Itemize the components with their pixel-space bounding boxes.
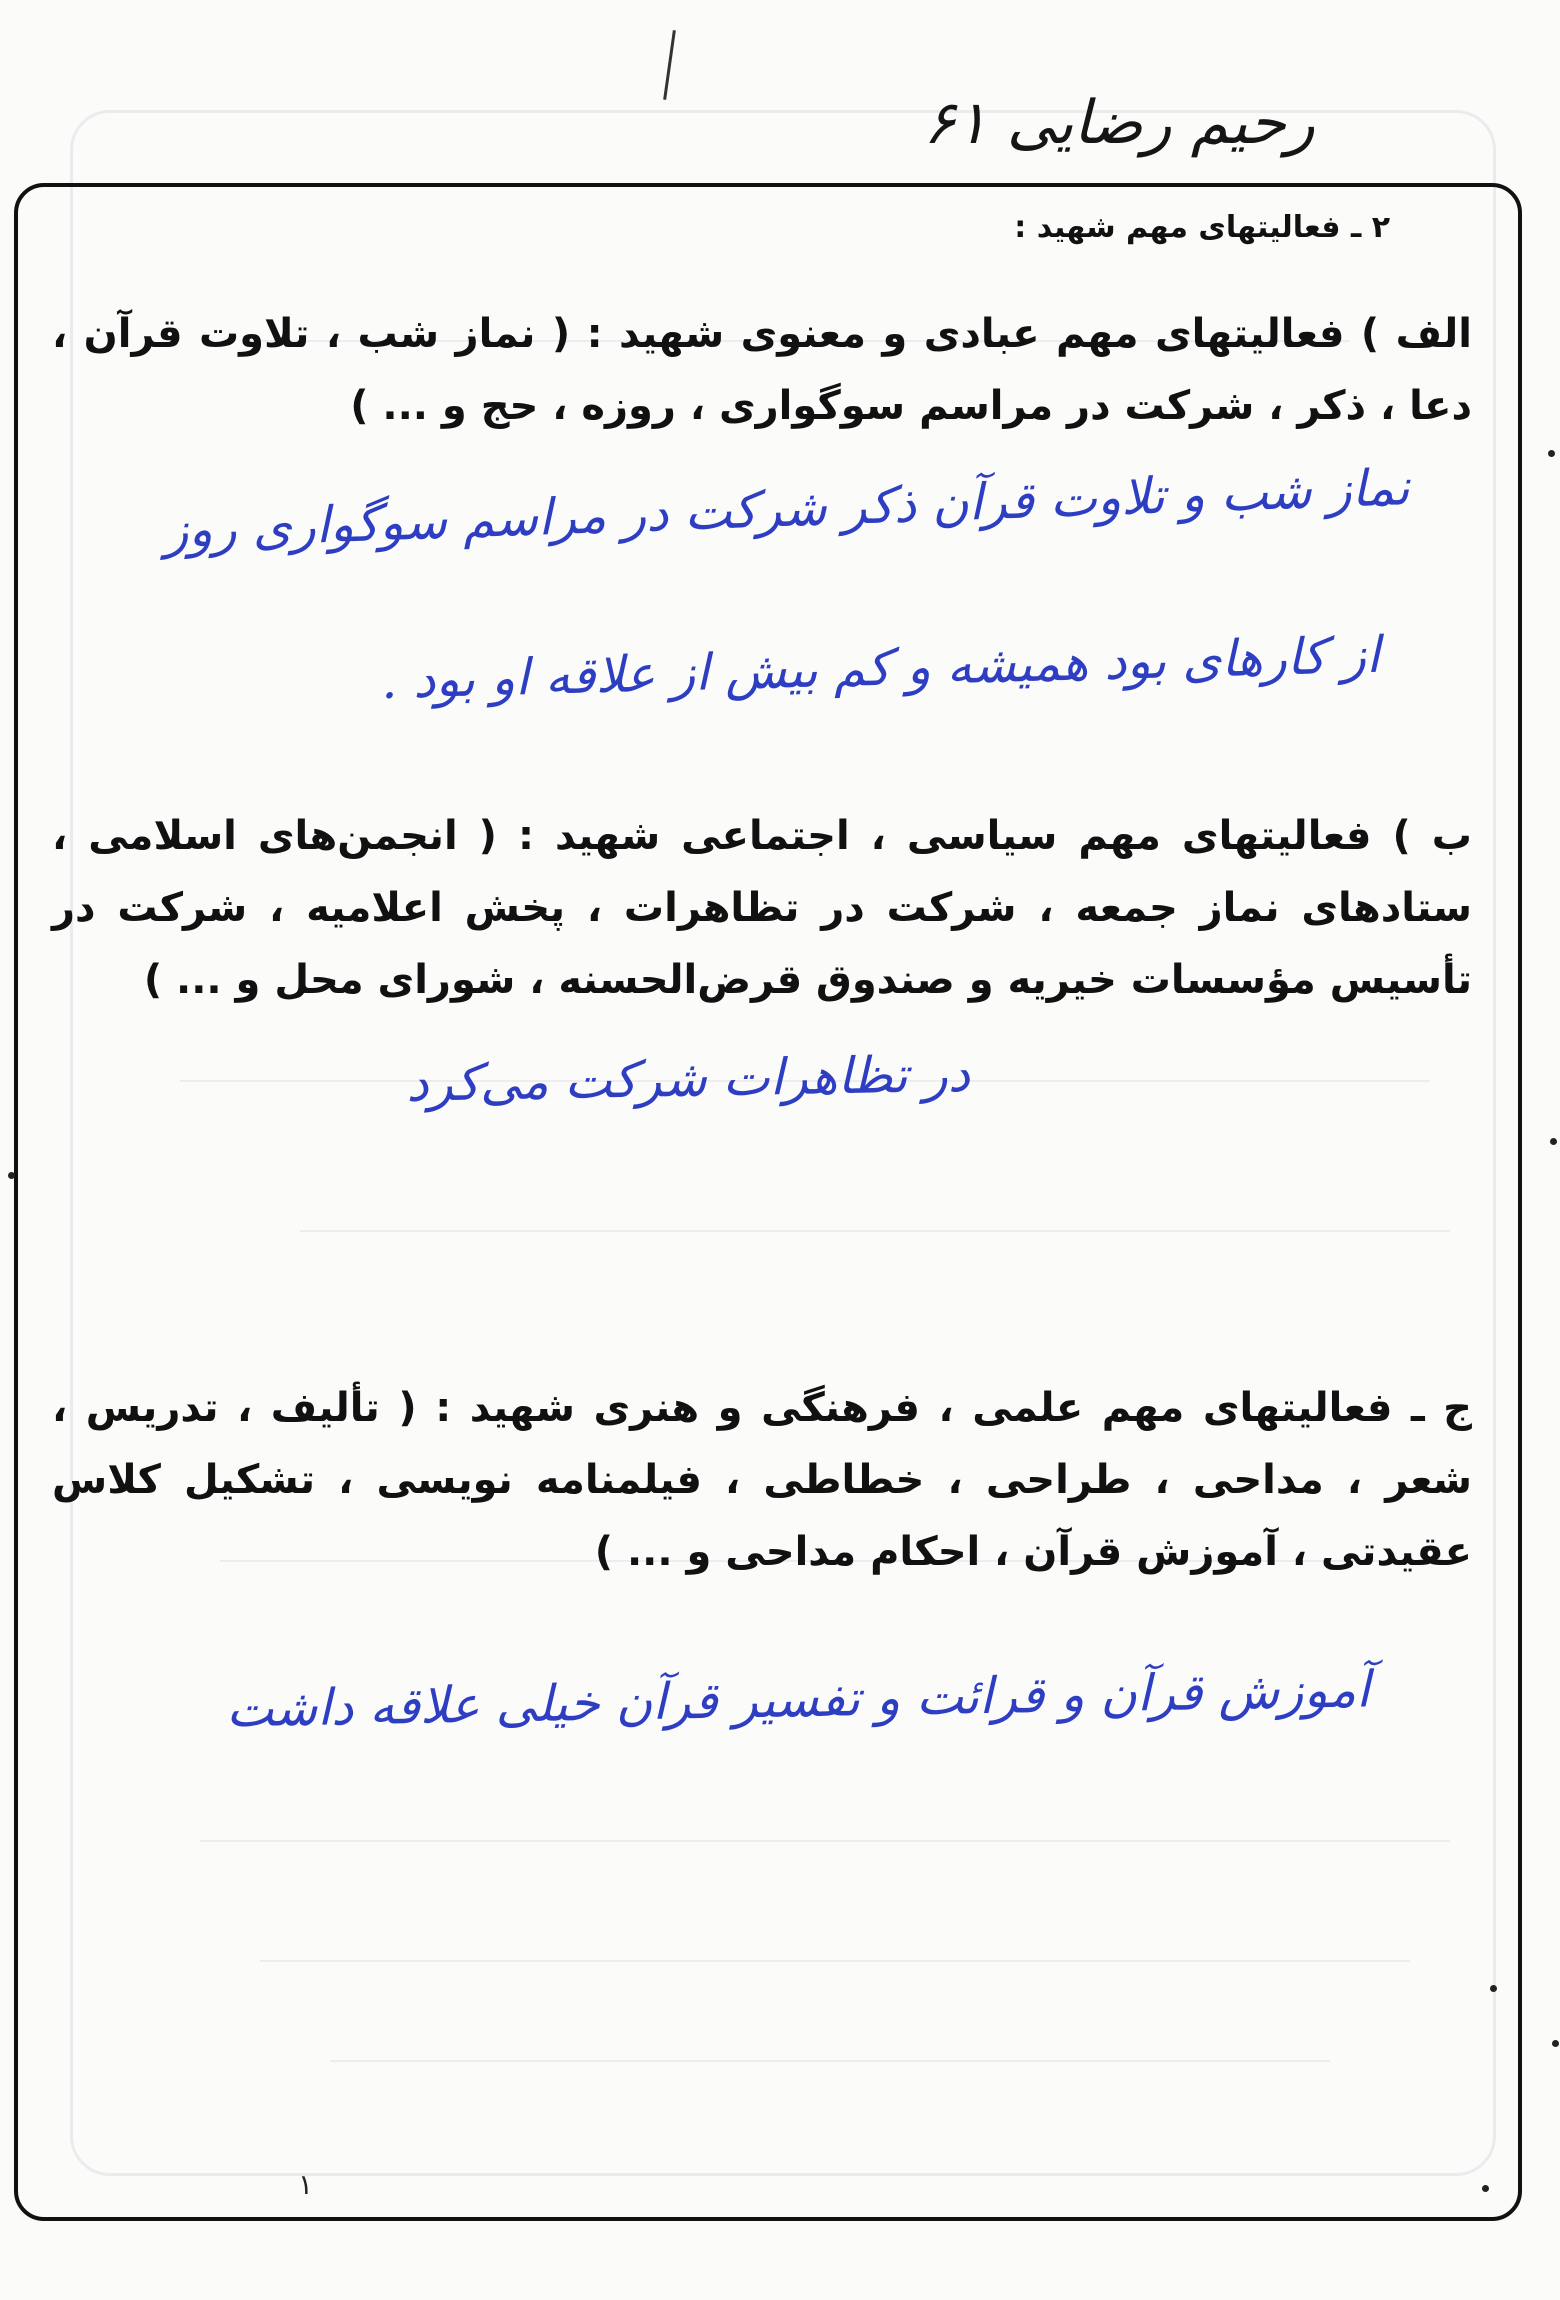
printed-question-be: ب ) فعالیتهای مهم سیاسی ، اجتماعی شهید : ( انجمن‌های اسلامی ، ستادهای نماز جمعه ، شرکت در تظاهرات ، پخش اعلامیه ، شرکت در تأسیس مؤسسات خیریه و صندوق قرض‌الحسنه ، شورای محل و ... ) (52, 813, 1472, 1003)
printed-question-jim: ج ـ فعالیتهای مهم علمی ، فرهنگی و هنری شهید : ( تألیف ، تدریس ، شعر ، مداحی ، طراحی ، خطاطی ، فیلمنامه نویسی ، تشکیل کلاس عقیدتی ، آموزش قرآن ، احکام مداحی و ... ) (52, 1385, 1472, 1575)
handwritten-answer-alef-line2: از کارهای بود همیشه و کم بیش از علاقه او بود . (380, 625, 1381, 710)
section-title: ۲ ـ فعالیتهای مهم شهید : (1014, 210, 1390, 245)
handwritten-header (880, 88, 1340, 198)
pen-stroke (663, 30, 676, 100)
margin-dot (1552, 2040, 1559, 2047)
printed-question-alef: الف ) فعالیتهای مهم عبادی و معنوی شهید : ( نماز شب ، تلاوت قرآن ، دعا ، ذکر ، شرکت در مراسم سوگواری ، روزه ، حج و ... ) (52, 311, 1472, 429)
margin-dot (1548, 450, 1555, 457)
header-name: رحیم رضایی (1006, 88, 1315, 158)
handwritten-answer-be: در تظاهرات شرکت می‌کرد (405, 1044, 971, 1113)
page-mark: ۱ (298, 2168, 314, 2201)
margin-dot (8, 1172, 15, 1179)
header-number: ۶۱ (923, 88, 988, 158)
margin-dot (1482, 2185, 1489, 2192)
handwritten-answer-alef-line1: نماز شب و تلاوت قرآن ذکر شرکت در مراسم سوگواری روز (163, 458, 1411, 560)
margin-dot (1550, 1138, 1557, 1145)
margin-dot (1490, 1985, 1497, 1992)
handwritten-answer-jim: آموزش قرآن و قرائت و تفسیر قرآن خیلی علاقه داشت (225, 1660, 1371, 1739)
